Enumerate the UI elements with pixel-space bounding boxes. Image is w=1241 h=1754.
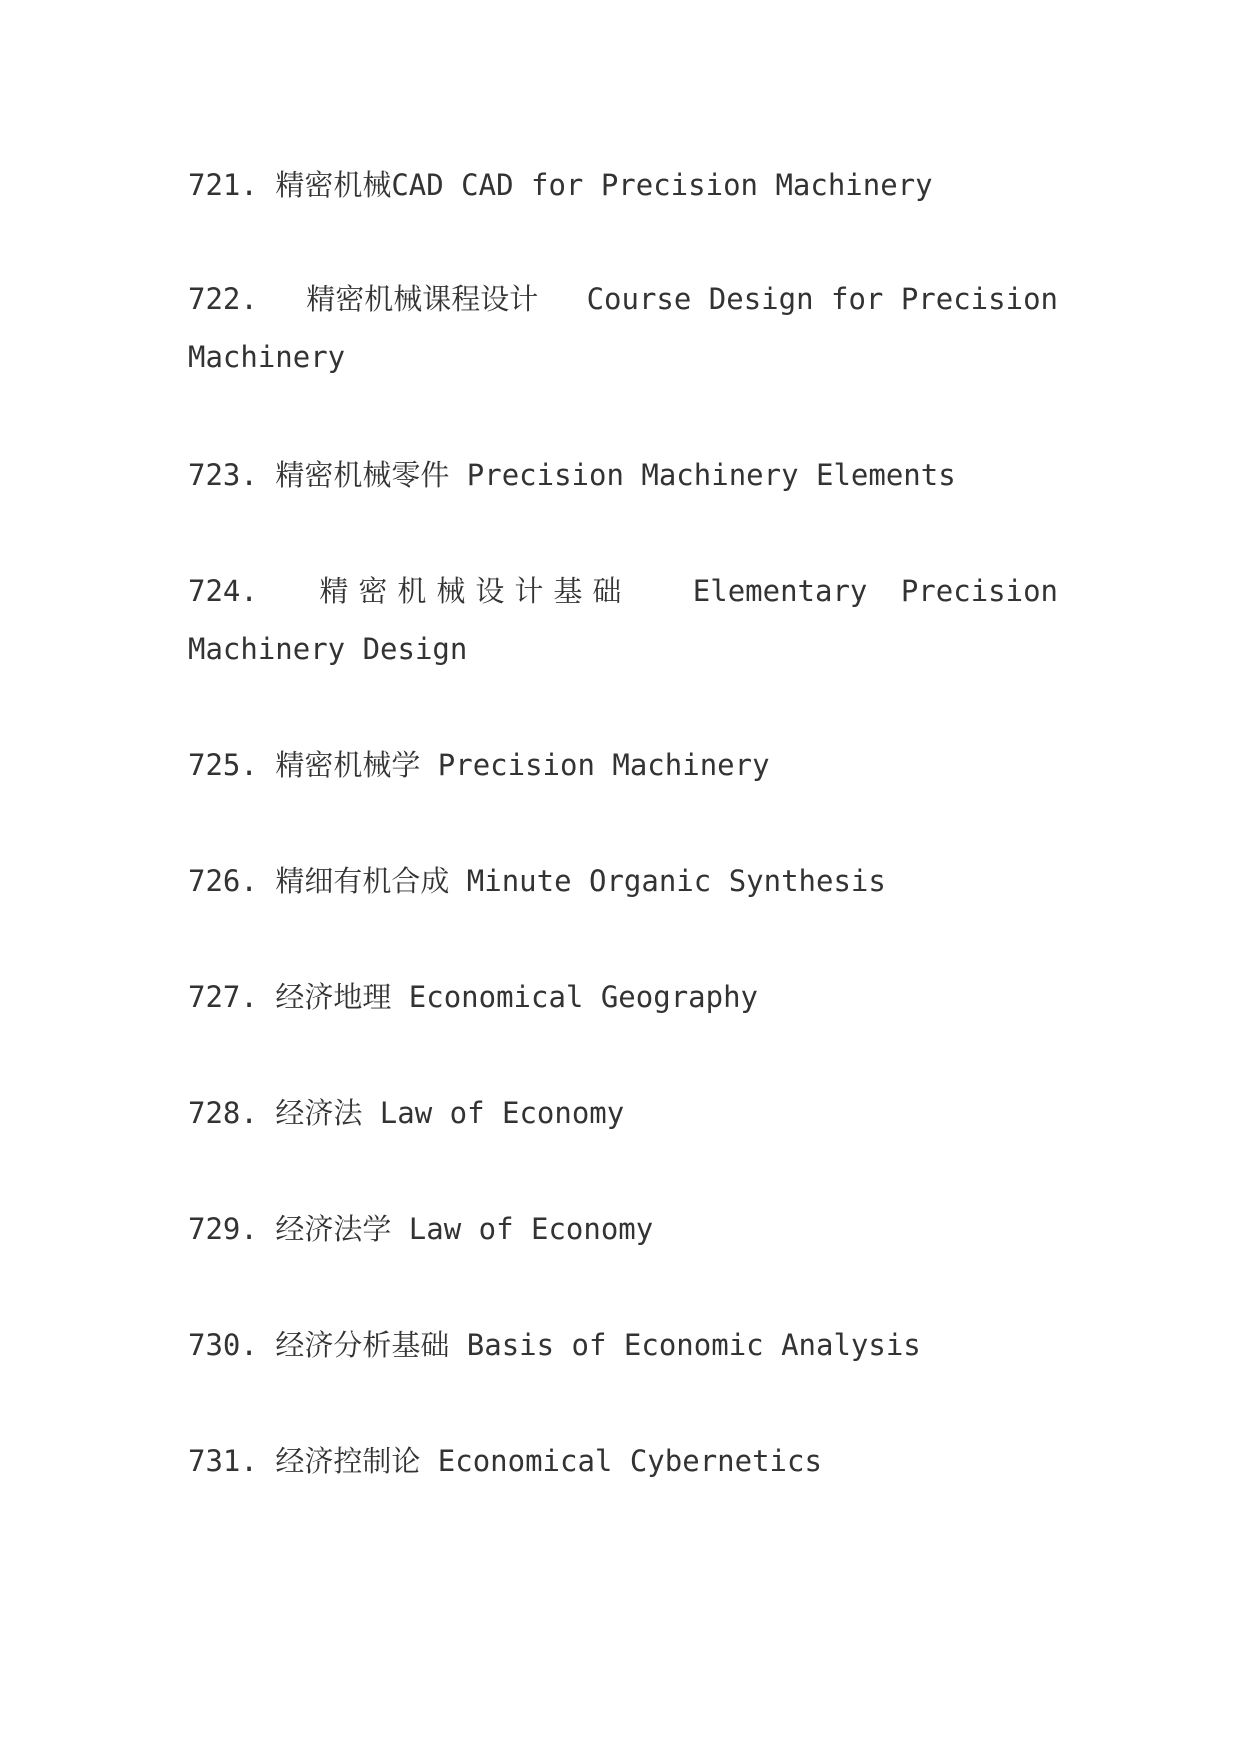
entry-chinese: 经济法学	[275, 1212, 392, 1246]
entry-chinese: 经济法	[275, 1096, 363, 1130]
entry-number: 723.	[188, 458, 258, 492]
entry-english: Basis of Economic Analysis	[466, 1328, 921, 1362]
list-item	[188, 270, 1058, 386]
entry-number: 728.	[188, 1096, 258, 1130]
entry-chinese: 精密机械设计基础	[319, 574, 632, 608]
entry-number: 721.	[188, 168, 258, 202]
list-item	[188, 852, 1058, 910]
entry-english: Course Design for Precision	[586, 282, 1058, 316]
list-item	[188, 446, 1058, 504]
list-item	[188, 736, 1058, 794]
entry-english: Precision Machinery	[437, 748, 770, 782]
entry-english: Elementary Precision	[692, 574, 1058, 608]
list-item	[188, 156, 1058, 214]
list-item	[188, 1200, 1058, 1258]
entry-english: Economical Geography	[408, 980, 758, 1014]
entry-english: Precision Machinery Elements	[466, 458, 956, 492]
entry-chinese: 经济分析基础	[275, 1328, 450, 1362]
entry-number: 730.	[188, 1328, 258, 1362]
entry-number: 722.	[188, 282, 258, 316]
entry-number: 727.	[188, 980, 258, 1014]
list-item	[188, 1316, 1058, 1374]
entry-chinese: 精密机械零件	[275, 458, 450, 492]
entry-chinese: 经济地理	[275, 980, 392, 1014]
entry-chinese: 精密机械CAD	[275, 168, 444, 202]
list-item	[188, 1084, 1058, 1142]
entry-english: Law of Economy	[379, 1096, 625, 1130]
list-item	[188, 562, 1058, 678]
entry-chinese: 经济控制论	[275, 1444, 421, 1478]
entry-number: 726.	[188, 864, 258, 898]
entry-number: 725.	[188, 748, 258, 782]
entry-english-continued: Machinery Design	[188, 632, 468, 666]
list-item	[188, 968, 1058, 1026]
entry-number: 731.	[188, 1444, 258, 1478]
entry-english: Economical Cybernetics	[437, 1444, 822, 1478]
entry-chinese: 精密机械学	[275, 748, 421, 782]
entry-number: 724.	[188, 574, 258, 608]
entry-english: Minute Organic Synthesis	[466, 864, 886, 898]
list-item	[188, 1432, 1058, 1490]
entry-english-continued: Machinery	[188, 340, 346, 374]
entry-english: Law of Economy	[408, 1212, 654, 1246]
entry-english: CAD for Precision Machinery	[461, 168, 933, 202]
entry-number: 729.	[188, 1212, 258, 1246]
entry-chinese: 精细有机合成	[275, 864, 450, 898]
entry-chinese: 精密机械课程设计	[306, 282, 539, 316]
